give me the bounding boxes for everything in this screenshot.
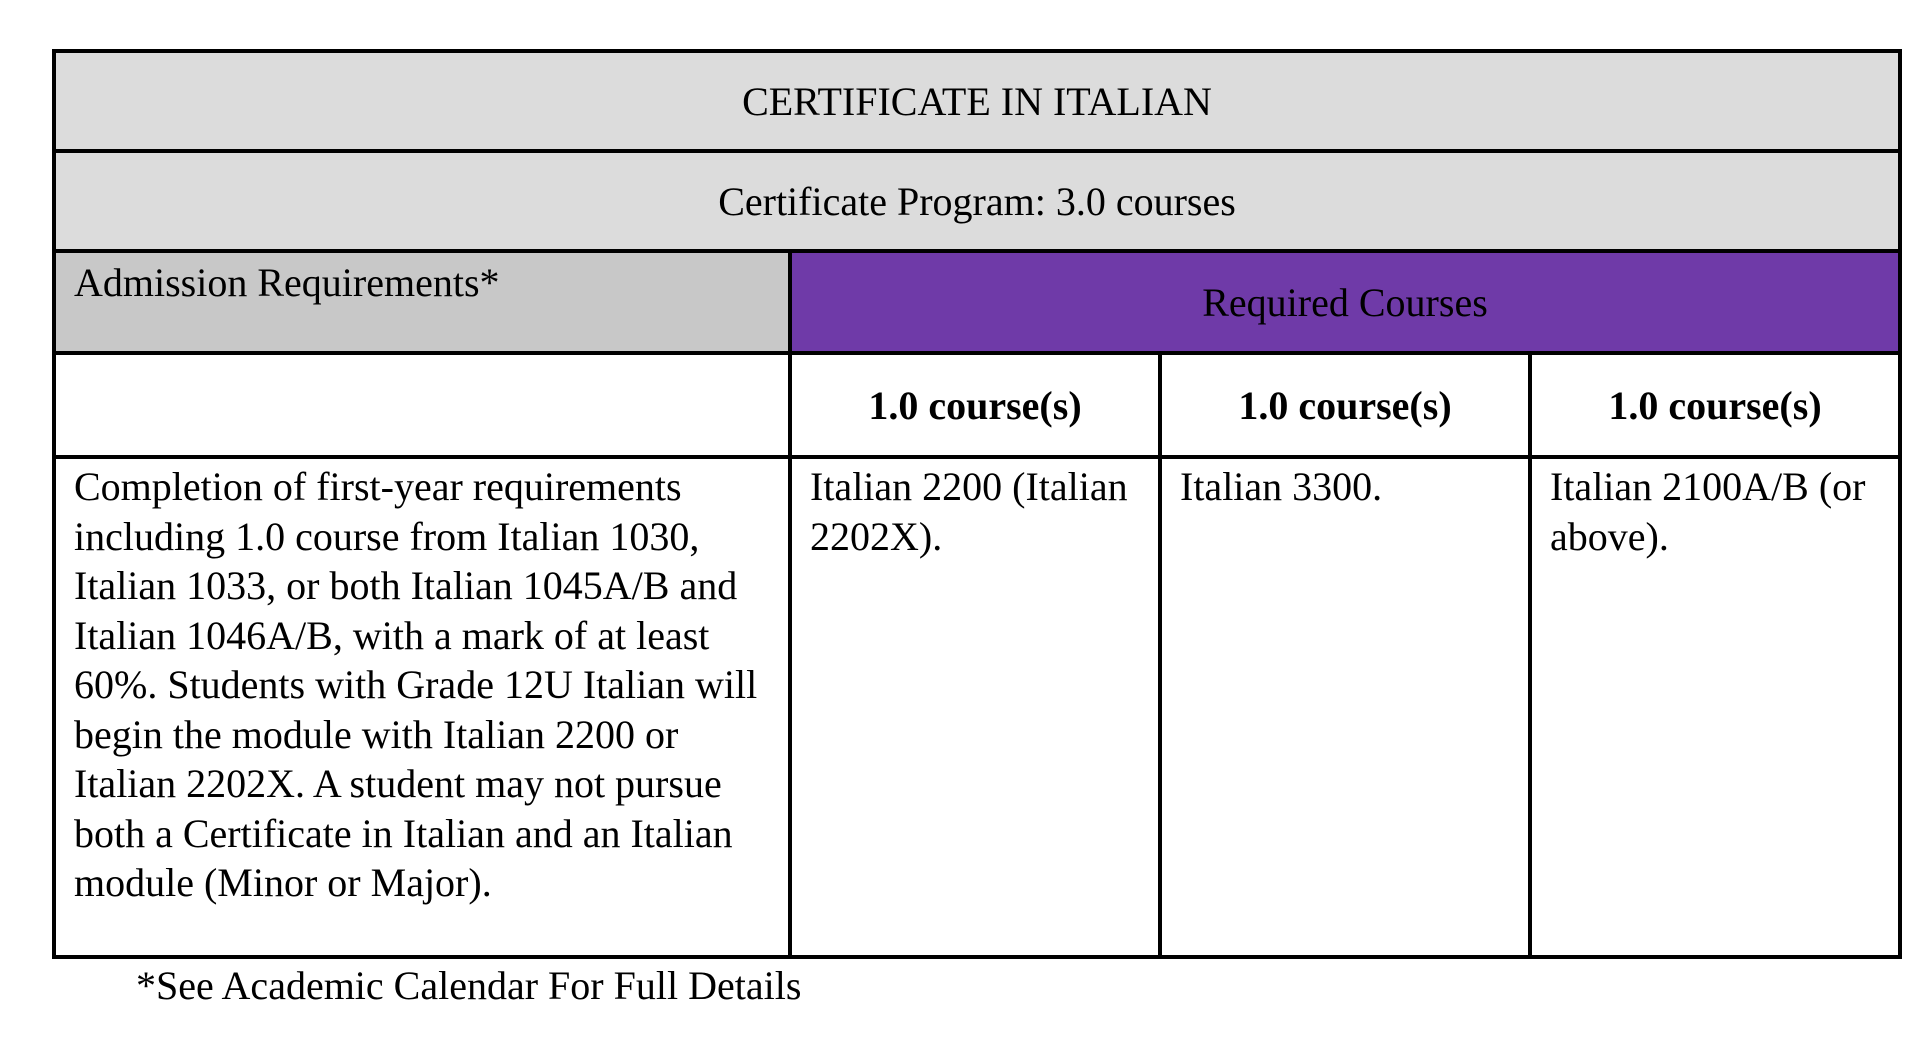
required-courses-header: Required Courses (790, 251, 1900, 353)
title-row (54, 51, 1900, 151)
course-list-3: Italian 2100A/B (or above). (1530, 457, 1900, 957)
course-list-1: Italian 2200 (Italian 2202X). (790, 457, 1160, 957)
certificate-table (52, 49, 1902, 959)
requirements-row (54, 457, 1900, 957)
credit-row (54, 353, 1900, 457)
empty-admission-cell (54, 353, 790, 457)
course-list-2: Italian 3300. (1160, 457, 1530, 957)
program-row (54, 151, 1900, 251)
credit-label-2: 1.0 course(s) (1160, 353, 1530, 457)
footnote: *See Academic Calendar For Full Details (136, 963, 802, 1008)
credit-label-1: 1.0 course(s) (790, 353, 1160, 457)
section-header-row (54, 251, 1900, 353)
admission-requirements-header: Admission Requirements* (54, 251, 790, 353)
credit-label-3: 1.0 course(s) (1530, 353, 1900, 457)
admission-requirements-text: Completion of first-year requirements including 1.0 course from Italian 1030, Italian 1033, or both Italian 1045A/B and Italian 1046A/B, with a mark of at least 60%. Students with Grade 12U Italian will begin the module with Italian 2200 or Italian 2202X. A student may not pursue both a Certificate in Italian and an Italian module (Minor or Major). (54, 457, 790, 957)
program-summary: Certificate Program: 3.0 courses (54, 151, 1900, 251)
table-title: CERTIFICATE IN ITALIAN (54, 51, 1900, 151)
